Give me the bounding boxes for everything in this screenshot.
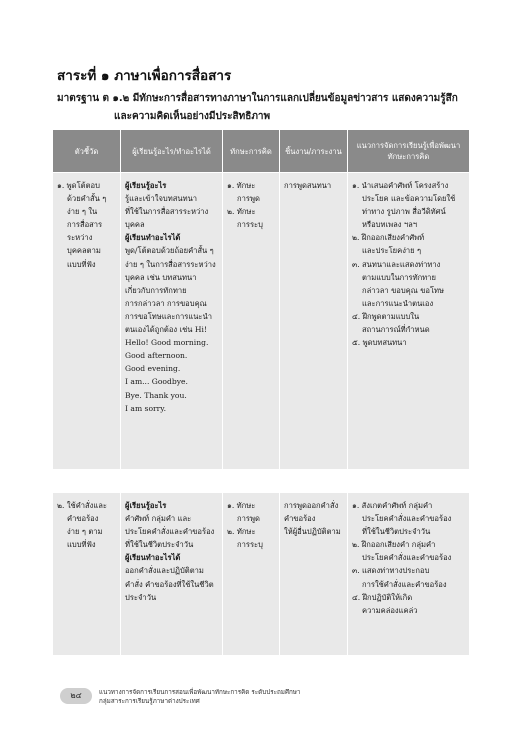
task-cell xyxy=(280,173,348,470)
cell-line: คำศัพท์ กลุ่มคำ และ xyxy=(125,514,192,524)
indicator-cell xyxy=(53,173,121,470)
cell-line: การพูด xyxy=(237,514,260,524)
cell-line: I am sorry. xyxy=(125,403,166,413)
cell-line: หรือบทเพลง ฯลฯ xyxy=(362,220,418,230)
cell-line: ผู้เรียนทำอะไรได้ xyxy=(125,553,181,563)
cell-line: บุคคลตาม xyxy=(67,246,101,256)
cell-line: ที่ใช้ในชีวิตประจำวัน xyxy=(125,540,194,550)
header-thinking-skills: ทักษะการคิด xyxy=(223,130,280,173)
cell-line: ประจำวัน xyxy=(125,592,157,602)
cell-line: ๒. ใช้คำสั่งและ xyxy=(57,501,108,510)
learning-cell xyxy=(121,173,223,470)
cell-line: บุคคล xyxy=(125,220,145,230)
cell-line: ประโยคคำสั่งและคำขอร้อง xyxy=(125,527,215,537)
cell-line: ๑. สังเกตคำศัพท์ กลุ่มคำ xyxy=(352,501,433,510)
cell-line: เกี่ยวกับการทักทาย xyxy=(125,285,187,295)
cell-line: ๕. พูดบทสนทนา xyxy=(352,338,407,348)
cell-line: ๔. ฝึกปฏิบัติให้เกิด xyxy=(352,592,413,602)
cell-line: การพูด xyxy=(237,194,260,204)
cell-line: ให้ผู้อื่นปฏิบัติตาม xyxy=(284,527,341,537)
cell-line: ๓. สนทนาและแสดงท่าทาง xyxy=(352,259,441,269)
cell-line: ๑. นำเสนอคำศัพท์ โครงสร้าง xyxy=(352,181,449,190)
cell-line: คำขอร้อง xyxy=(284,514,316,524)
cell-line: ตนเองได้ถูกต้อง เช่น Hi! xyxy=(125,325,208,335)
cell-line: การพูดสนทนา xyxy=(284,181,332,190)
header-task: ชิ้นงาน/ภาระงาน xyxy=(280,130,348,173)
cell-line: ๑. พูดโต้ตอบ xyxy=(57,181,100,190)
standard-statement xyxy=(57,90,477,126)
curriculum-table xyxy=(52,129,470,656)
cell-line: ตามแบบในการทักทาย xyxy=(362,272,436,282)
cell-line: การขอโทษและการแนะนำ xyxy=(125,311,212,321)
cell-line: การพูดออกคำสั่ง xyxy=(284,501,339,510)
cell-line: ๒. ทักษะ xyxy=(227,207,256,217)
learning-cell xyxy=(121,493,223,656)
indicator-cell xyxy=(53,493,121,656)
cell-line: ๓. แสดงท่าทางประกอบ xyxy=(352,566,430,576)
header-indicator: ตัวชี้วัด xyxy=(53,130,121,173)
cell-line: แบบที่ฟัง xyxy=(67,540,96,550)
cell-line: บุคคล เช่น บทสนทนา xyxy=(125,272,197,282)
footer-line-1: แนวทางการจัดการเรียนการสอนเพื่อพัฒนาทักษะการคิด ระดับประถมศึกษา xyxy=(99,689,301,696)
cell-line: ออกคำสั่งและปฏิบัติตาม xyxy=(125,566,204,576)
cell-line: คำขอร้อง xyxy=(67,514,99,524)
cell-line: ด้วยคำสั้น ๆ xyxy=(67,194,107,204)
cell-line: กล่าวลา ขอบคุณ ขอโทษ xyxy=(362,285,445,295)
cell-line: ระหว่าง xyxy=(67,233,93,243)
standard-line-1: มาตรฐาน ต ๑.๒ มีทักษะการสื่อสารทางภาษาในการแลกเปลี่ยนข้อมูลข่าวสาร แสดงความรู้สึก xyxy=(57,93,458,104)
task-cell xyxy=(280,493,348,656)
cell-line: ผู้เรียนทำอะไรได้ xyxy=(125,233,181,243)
table-row xyxy=(53,173,470,470)
footer-caption xyxy=(99,688,300,706)
header-approach: แนวการจัดการเรียนรู้เพื่อพัฒนาทักษะการคิด xyxy=(348,130,470,173)
cell-line: ๒. ฝึกออกเสียงคำศัพท์ xyxy=(352,233,425,243)
table-row xyxy=(53,493,470,656)
skills-cell xyxy=(223,173,280,470)
cell-line: รู้และเข้าใจบทสนทนา xyxy=(125,194,198,204)
cell-line: การกล่าวลา การขอบคุณ xyxy=(125,298,207,308)
cell-line: ง่าย ๆ ใน xyxy=(67,207,98,217)
cell-line: ประโยคคำสั่งและคำขอร้อง xyxy=(362,553,452,563)
cell-line: ที่ใช้ในการสื่อสารระหว่าง xyxy=(125,207,209,217)
cell-line: ที่ใช้ในชีวิตประจำวัน xyxy=(362,527,431,537)
cell-line: การระบุ xyxy=(237,220,263,230)
cell-line: ประโยค และข้อความโดยใช้ xyxy=(362,194,456,204)
header-learning: ผู้เรียนรู้อะไร/ทำอะไรได้ xyxy=(121,130,223,173)
cell-line: พูด/โต้ตอบด้วยถ้อยคำสั้น ๆ xyxy=(125,246,214,256)
cell-line: ผู้เรียนรู้อะไร xyxy=(125,181,167,190)
cell-line: Bye. Thank you. xyxy=(125,390,187,400)
cell-line: ๔. ฝึกพูดตามแบบใน xyxy=(352,311,420,321)
cell-line: Hello! Good morning. xyxy=(125,338,209,348)
row-spacer xyxy=(53,470,470,493)
cell-line: การระบุ xyxy=(237,540,263,550)
cell-line: ง่าย ๆ ตาม xyxy=(67,527,103,537)
cell-line: สถานการณ์ที่กำหนด xyxy=(362,325,430,335)
table-header-row xyxy=(53,130,470,173)
cell-line: ๒. ทักษะ xyxy=(227,527,256,537)
cell-line: การสื่อสาร xyxy=(67,220,103,230)
cell-line: แบบที่ฟัง xyxy=(67,259,96,269)
cell-line: ง่าย ๆ ในการสื่อสารระหว่าง xyxy=(125,259,216,269)
footer-line-2: กลุ่มสาระการเรียนรู้ภาษาต่างประเทศ xyxy=(99,698,200,705)
cell-line: และประโยคง่าย ๆ xyxy=(362,246,422,256)
cell-line: Good afternoon. xyxy=(125,351,188,361)
cell-line: คำสั่ง คำขอร้องที่ใช้ในชีวิต xyxy=(125,579,214,589)
cell-line: ความคล่องแคล่ว xyxy=(362,605,418,615)
skills-cell xyxy=(223,493,280,656)
cell-line: ๑. ทักษะ xyxy=(227,181,256,190)
strand-title: สาระที่ ๑ ภาษาเพื่อการสื่อสาร xyxy=(57,68,232,84)
cell-line: Good evening. xyxy=(125,364,181,374)
cell-line: การใช้คำสั่งและคำขอร้อง xyxy=(362,579,447,589)
cell-line: และการแนะนำตนเอง xyxy=(362,298,434,308)
cell-line: ๑. ทักษะ xyxy=(227,501,256,510)
cell-line: ท่าทาง รูปภาพ สื่อวีดิทัศน์ xyxy=(362,207,446,217)
approach-cell xyxy=(348,173,470,470)
cell-line: ผู้เรียนรู้อะไร xyxy=(125,501,167,510)
page-number: ๒๔ xyxy=(60,688,92,704)
cell-line: ๒. ฝึกออกเสียงคำ กลุ่มคำ xyxy=(352,540,436,550)
cell-line: I am... Goodbye. xyxy=(125,377,188,387)
approach-cell xyxy=(348,493,470,656)
standard-line-2: และความคิดเห็นอย่างมีประสิทธิภาพ xyxy=(114,111,271,122)
cell-line: ประโยคคำสั่งและคำขอร้อง xyxy=(362,514,452,524)
